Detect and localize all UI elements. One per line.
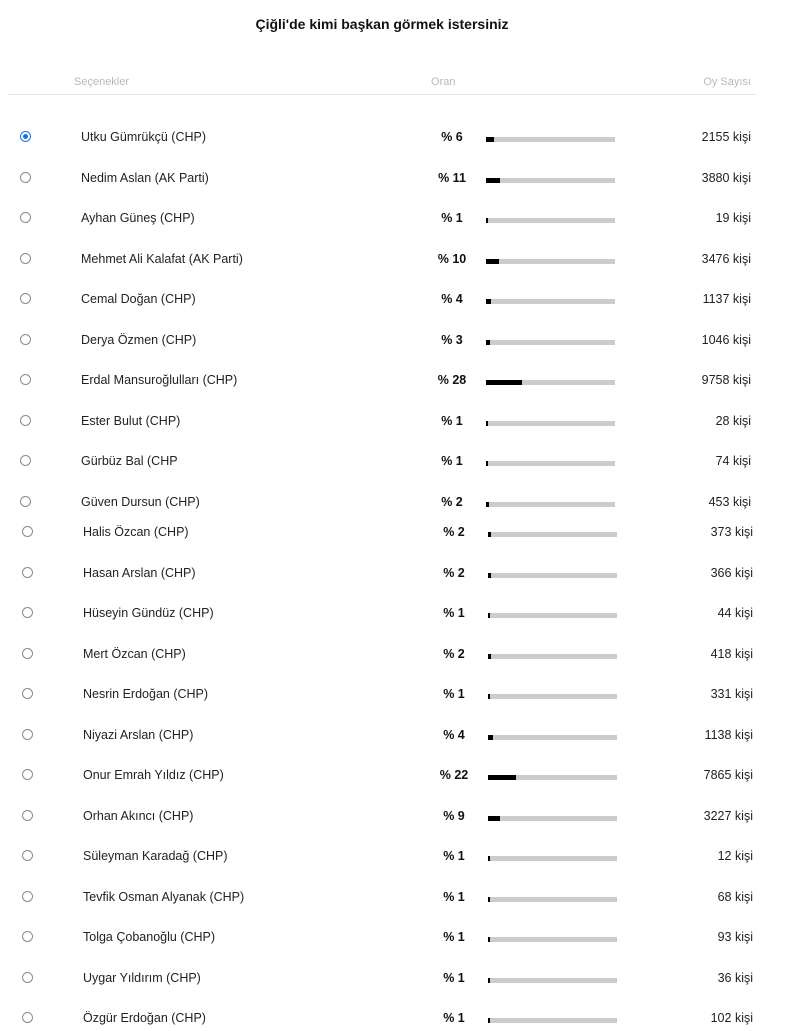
option-name: Güven Dursun (CHP) <box>81 494 200 509</box>
option-progress-track <box>488 978 617 983</box>
option-vote-count: 19 kişi <box>715 211 751 225</box>
header-options: Seçenekler <box>74 76 130 88</box>
option-progress-track <box>486 461 615 466</box>
option-name: Gürbüz Bal (CHP <box>81 454 178 468</box>
option-percent: % 1 <box>443 889 465 904</box>
poll-option-row[interactable] <box>20 252 751 272</box>
option-progress-fill <box>486 137 494 142</box>
option-percent: % 1 <box>441 454 463 468</box>
option-vote-count: 44 kişi <box>717 606 753 620</box>
option-percent: % 2 <box>443 646 465 661</box>
option-progress-fill <box>488 694 490 699</box>
option-progress-track <box>486 502 615 507</box>
option-progress-track <box>486 218 615 223</box>
option-name: Nedim Aslan (AK Parti) <box>81 170 209 185</box>
option-radio[interactable] <box>22 769 33 780</box>
option-vote-count: 7865 kişi <box>703 768 753 782</box>
option-progress-track <box>486 421 615 426</box>
option-name: Orhan Akıncı (CHP) <box>83 808 194 823</box>
option-progress-fill <box>488 856 490 861</box>
poll-title: Çiğli'de kimi başkan görmek istersiniz <box>255 16 509 32</box>
option-vote-count: 93 kişi <box>717 930 753 944</box>
option-radio[interactable] <box>20 496 31 507</box>
option-name: Utku Gümrükçü (CHP) <box>81 130 207 144</box>
option-radio[interactable] <box>20 415 31 426</box>
option-vote-count: 1137 kişi <box>702 292 751 306</box>
option-radio[interactable] <box>22 931 33 942</box>
option-progress-fill <box>488 573 491 578</box>
option-percent: % 2 <box>443 565 465 580</box>
option-radio[interactable] <box>22 526 33 537</box>
option-percent: % 1 <box>441 211 463 225</box>
poll-option-row[interactable] <box>22 768 753 788</box>
poll-option-row[interactable] <box>22 971 753 991</box>
option-progress-fill <box>488 735 493 740</box>
poll-option-row[interactable] <box>22 809 753 829</box>
option-vote-count: 453 kişi <box>708 494 751 509</box>
option-radio[interactable] <box>20 212 31 223</box>
option-progress-track <box>488 897 617 902</box>
poll-option-row[interactable] <box>20 292 751 312</box>
option-radio[interactable] <box>22 688 33 699</box>
option-name: Derya Özmen (CHP) <box>81 332 197 347</box>
option-vote-count: 373 kişi <box>710 525 753 539</box>
poll-option-row[interactable] <box>22 728 753 748</box>
option-progress-fill <box>488 532 491 537</box>
option-name: Süleyman Karadağ (CHP) <box>83 849 228 863</box>
option-vote-count: 102 kişi <box>710 1011 753 1025</box>
option-progress-track <box>488 1018 617 1023</box>
option-progress-fill <box>486 259 499 264</box>
option-name: Halis Özcan (CHP) <box>83 525 189 539</box>
option-progress-track <box>486 299 615 304</box>
option-name: Özgür Erdoğan (CHP) <box>83 1011 206 1025</box>
option-percent: % 1 <box>443 687 465 701</box>
option-name: Mert Özcan (CHP) <box>83 646 186 661</box>
poll-option-row[interactable] <box>22 566 753 586</box>
option-progress-track <box>486 259 615 264</box>
option-percent: % 3 <box>441 332 463 347</box>
poll-option-row[interactable] <box>20 414 751 434</box>
header-divider <box>8 94 756 95</box>
option-radio[interactable] <box>22 729 33 740</box>
option-radio[interactable] <box>22 891 33 902</box>
option-radio[interactable] <box>20 172 31 183</box>
option-radio[interactable] <box>22 850 33 861</box>
option-progress-track <box>488 613 617 618</box>
option-progress-fill <box>486 461 488 466</box>
option-progress-fill <box>488 654 491 659</box>
option-progress-fill <box>486 380 522 385</box>
poll-option-row[interactable] <box>20 454 751 474</box>
option-progress-track <box>486 340 615 345</box>
option-progress-fill <box>488 897 490 902</box>
option-vote-count: 68 kişi <box>717 889 753 904</box>
option-name: Cemal Doğan (CHP) <box>81 292 196 306</box>
poll-option-row[interactable] <box>22 525 753 545</box>
option-percent: % 1 <box>443 606 465 620</box>
option-progress-track <box>488 654 617 659</box>
option-radio[interactable] <box>20 334 31 345</box>
option-name: Onur Emrah Yıldız (CHP) <box>83 768 224 782</box>
option-vote-count: 3880 kişi <box>701 170 751 185</box>
option-vote-count: 3476 kişi <box>701 251 751 266</box>
option-radio[interactable] <box>22 1012 33 1023</box>
option-vote-count: 28 kişi <box>715 413 751 428</box>
option-percent: % 4 <box>443 727 465 742</box>
option-radio[interactable] <box>22 810 33 821</box>
option-vote-count: 331 kişi <box>710 687 753 701</box>
option-percent: % 2 <box>443 525 465 539</box>
option-percent: % 6 <box>441 130 463 144</box>
option-progress-track <box>486 137 615 142</box>
option-percent: % 1 <box>443 970 465 985</box>
option-name: Tolga Çobanoğlu (CHP) <box>83 930 216 944</box>
option-percent: % 10 <box>437 251 467 266</box>
option-progress-track <box>488 694 617 699</box>
option-vote-count: 74 kişi <box>715 454 751 468</box>
option-percent: % 1 <box>443 1011 465 1025</box>
option-progress-track <box>488 775 617 780</box>
option-radio[interactable] <box>20 131 31 142</box>
option-radio[interactable] <box>22 567 33 578</box>
option-name: Hasan Arslan (CHP) <box>83 565 196 580</box>
option-progress-track <box>488 816 617 821</box>
poll-option-row[interactable] <box>20 130 751 150</box>
option-progress-fill <box>486 218 488 223</box>
option-radio[interactable] <box>20 455 31 466</box>
option-progress-track <box>486 178 615 183</box>
option-vote-count: 1138 kişi <box>704 727 753 742</box>
option-progress-fill <box>488 978 490 983</box>
poll-option-row[interactable] <box>22 930 753 950</box>
option-name: Ester Bulut (CHP) <box>81 413 181 428</box>
option-vote-count: 2155 kişi <box>701 130 751 144</box>
option-progress-fill <box>488 816 500 821</box>
option-progress-fill <box>486 340 490 345</box>
option-percent: % 9 <box>443 808 465 823</box>
option-radio[interactable] <box>22 648 33 659</box>
header-votes: Oy Sayısı <box>703 76 751 88</box>
option-radio[interactable] <box>22 607 33 618</box>
option-percent: % 2 <box>441 494 463 509</box>
option-name: Mehmet Ali Kalafat (AK Parti) <box>81 251 243 266</box>
option-progress-fill <box>486 502 489 507</box>
option-vote-count: 366 kişi <box>710 565 753 580</box>
option-percent: % 4 <box>441 292 463 306</box>
option-progress-fill <box>488 1018 490 1023</box>
poll-option-row[interactable] <box>22 1011 753 1031</box>
option-progress-track <box>488 937 617 942</box>
poll-option-row[interactable] <box>22 647 753 667</box>
option-percent: % 28 <box>437 373 467 387</box>
option-vote-count: 3227 kişi <box>703 808 753 823</box>
option-percent: % 11 <box>438 170 466 185</box>
option-name: Nesrin Erdoğan (CHP) <box>83 687 209 701</box>
poll-option-row[interactable] <box>20 171 751 191</box>
option-progress-fill <box>486 299 491 304</box>
option-name: Niyazi Arslan (CHP) <box>83 727 194 742</box>
option-radio[interactable] <box>22 972 33 983</box>
option-name: Uygar Yıldırım (CHP) <box>83 970 201 985</box>
option-name: Erdal Mansuroğlulları (CHP) <box>81 373 238 387</box>
option-progress-fill <box>486 178 500 183</box>
option-vote-count: 9758 kişi <box>701 373 751 387</box>
option-progress-track <box>486 380 615 385</box>
poll-option-row[interactable] <box>22 890 753 910</box>
header-rate: Oran <box>431 76 456 88</box>
option-percent: % 22 <box>439 768 469 782</box>
option-progress-track <box>488 532 617 537</box>
option-progress-track <box>488 735 617 740</box>
option-percent: % 1 <box>441 413 463 428</box>
option-vote-count: 1046 kişi <box>701 332 751 347</box>
option-name: Hüseyin Gündüz (CHP) <box>83 606 214 620</box>
option-vote-count: 12 kişi <box>717 849 753 863</box>
poll-option-row[interactable] <box>20 333 751 353</box>
poll-option-row[interactable] <box>22 606 753 626</box>
option-percent: % 1 <box>443 930 465 944</box>
option-vote-count: 418 kişi <box>710 646 753 661</box>
poll-option-row[interactable] <box>20 373 751 393</box>
poll-option-row[interactable] <box>20 495 751 515</box>
option-progress-track <box>488 856 617 861</box>
option-progress-fill <box>486 421 488 426</box>
option-radio[interactable] <box>20 253 31 264</box>
option-progress-fill <box>488 937 490 942</box>
option-name: Tevfik Osman Alyanak (CHP) <box>83 889 245 904</box>
option-radio[interactable] <box>20 374 31 385</box>
option-percent: % 1 <box>443 849 465 863</box>
poll-option-row[interactable] <box>22 849 753 869</box>
option-progress-fill <box>488 613 490 618</box>
option-progress-track <box>488 573 617 578</box>
poll-option-row[interactable] <box>22 687 753 707</box>
poll-option-row[interactable] <box>20 211 751 231</box>
option-name: Ayhan Güneş (CHP) <box>81 211 195 225</box>
option-radio[interactable] <box>20 293 31 304</box>
option-progress-fill <box>488 775 516 780</box>
option-vote-count: 36 kişi <box>717 970 753 985</box>
